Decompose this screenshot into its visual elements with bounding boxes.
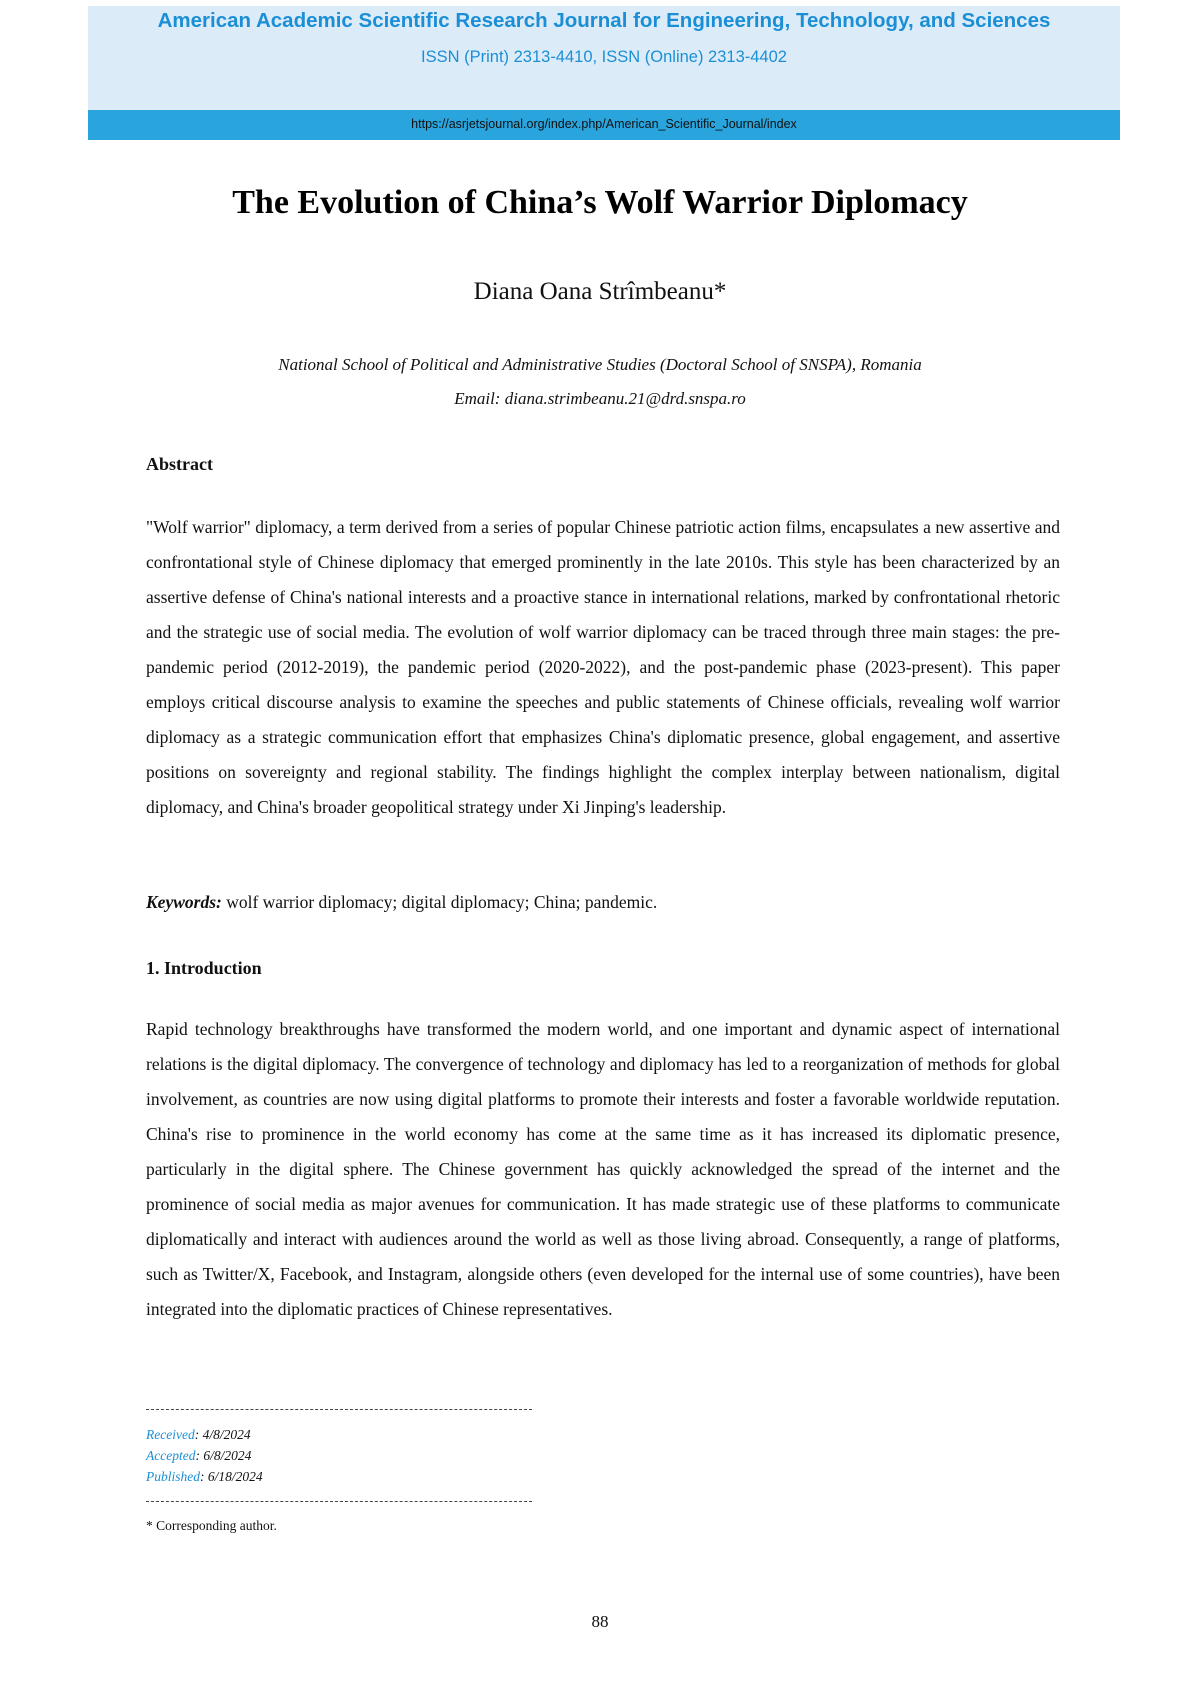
received-date: : 4/8/2024: [194, 1427, 251, 1442]
footnote-accepted: [146, 1448, 251, 1464]
author-name: Diana Oana Strîmbeanu*: [473, 278, 727, 305]
abstract-heading: Abstract: [146, 454, 213, 474]
introduction-heading: 1. Introduction: [146, 958, 262, 978]
corresponding-author-note: * Corresponding author.: [146, 1518, 277, 1533]
journal-title: American Academic Scientific Research Journal for Engineering, Technology, and Sciences: [157, 9, 1051, 32]
accepted-date: : 6/8/2024: [195, 1448, 252, 1463]
keywords-label: Keywords:: [146, 892, 222, 912]
published-label: Published: [146, 1469, 200, 1484]
received-label: Received: [146, 1427, 195, 1442]
introduction-paragraph: Rapid technology breakthroughs have transformed the modern world, and one important and dynamic aspect of international relations is the digital diplomacy. The convergence of technology and diplomacy has led to a reorganization of methods for global involvement, as countries are now using digital platforms to promote their interests and foster a favorable worldwide reputation. China's rise to prominence in the world economy has come at the same time as it has increased its diplomatic presence, particularly in the digital sphere. The Chinese government has quickly acknowledged the spread of the internet and the prominence of social media as major avenues for communication. It has made strategic use of these platforms to communicate diplomatically and interact with audiences around the world as well as those living abroad. Consequently, a range of platforms, such as Twitter/X, Facebook, and Instagram, alongside others (even developed for the internal use of some countries), have been integrated into the diplomatic practices of Chinese representatives.: [146, 1019, 1060, 1319]
footnote-divider-top: [146, 1409, 532, 1410]
journal-issn: ISSN (Print) 2313-4410, ISSN (Online) 2313-4402: [421, 48, 787, 66]
paper-title: The Evolution of China’s Wolf Warrior Diplomacy: [232, 184, 968, 221]
accepted-label: Accepted: [146, 1448, 196, 1463]
footnote-received: [146, 1427, 251, 1443]
journal-url-band: [88, 110, 1120, 140]
author-email: Email: diana.strimbeanu.21@drd.snspa.ro: [454, 389, 746, 408]
keywords-text: wolf warrior diplomacy; digital diplomacy; China; pandemic.: [226, 892, 658, 912]
page-number: 88: [591, 1612, 609, 1631]
journal-url-link[interactable]: https://asrjetsjournal.org/index.php/American_Scientific_Journal/index: [411, 117, 797, 131]
keywords-line: [146, 892, 657, 913]
published-date: : 6/18/2024: [200, 1469, 263, 1484]
author-affiliation: National School of Political and Administrative Studies (Doctoral School of SNSPA), Romania: [278, 355, 922, 374]
footnote-published: [146, 1469, 263, 1485]
journal-header: [88, 6, 1120, 140]
footnote-divider-bottom: [146, 1501, 532, 1502]
abstract-paragraph: "Wolf warrior" diplomacy, a term derived from a series of popular Chinese patriotic action films, encapsulates a new assertive and confrontational style of Chinese diplomacy that emerged prominently in the late 2010s. This style has been characterized by an assertive defense of China's national interests and a proactive stance in international relations, marked by confrontational rhetoric and the strategic use of social media. The evolution of wolf warrior diplomacy can be traced through three main stages: the pre-pandemic period (2012-2019), the pandemic period (2020-2022), and the post-pandemic phase (2023-present). This paper employs critical discourse analysis to examine the speeches and public statements of Chinese officials, revealing wolf warrior diplomacy as a strategic communication effort that emphasizes China's diplomatic presence, global engagement, and assertive positions on sovereignty and regional stability. The findings highlight the complex interplay between nationalism, digital diplomacy, and China's broader geopolitical strategy under Xi Jinping's leadership.: [146, 517, 1060, 817]
